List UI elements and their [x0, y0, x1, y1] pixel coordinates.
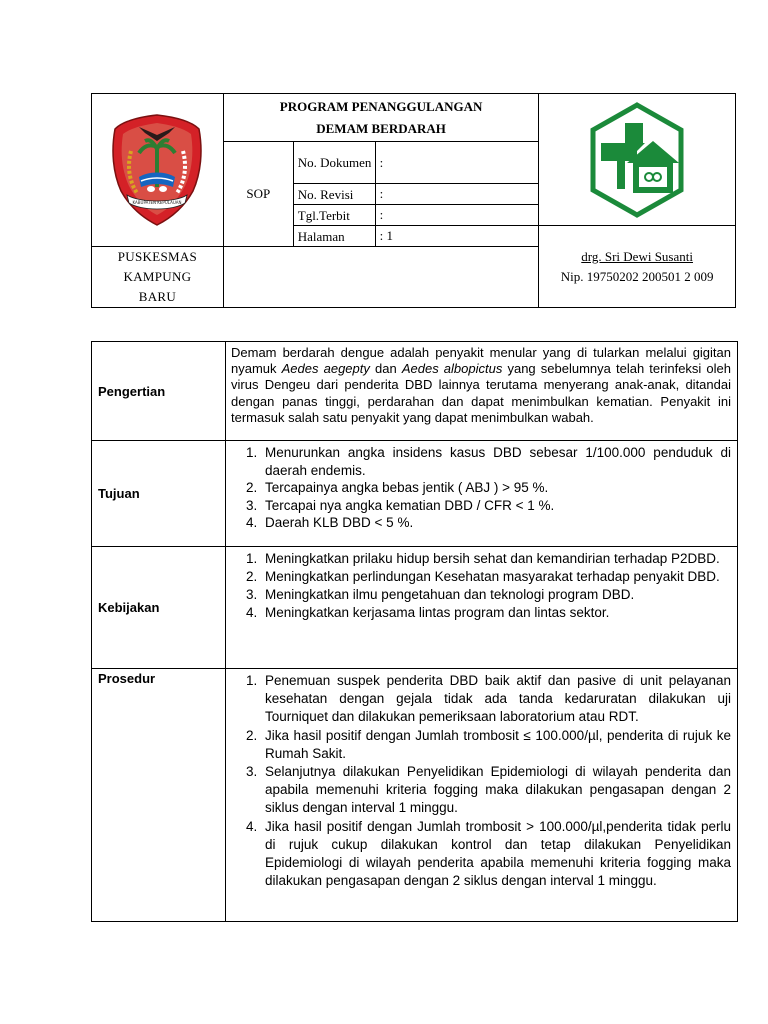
list-item: 2. Tercapainya angka bebas jentik ( ABJ ) > 95 %. — [261, 479, 731, 497]
puskesmas-logo-icon — [539, 101, 735, 219]
org-line-2: KAMPUNG — [123, 269, 192, 284]
species-aedes-aegepty: Aedes aegepty — [281, 361, 370, 377]
title-line-1: PROGRAM PENANGGULANGAN — [279, 98, 483, 114]
revision-label: No. Revisi — [293, 184, 375, 205]
issue-date-label: Tgl.Terbit — [293, 205, 375, 226]
org-line-3: BARU — [138, 289, 177, 304]
blank-cell — [223, 247, 538, 308]
list-item: 3. Selanjutnya dilakukan Penyelidikan Epidemiologi di wilayah penderita dan apabila memenuhi kriteria fogging maka dilakukan pengasapan dengan 2 siklus dengan interval 1 minggu. — [261, 763, 731, 818]
prosedur-label: Prosedur — [92, 669, 226, 922]
sop-label: SOP — [223, 142, 293, 247]
pengertian-text-a: Demam berdarah dengue adalah penyakit menular yang di tularkan melalui gigitan nyamuk — [231, 345, 731, 377]
puskesmas-logo-cell — [539, 94, 736, 226]
tujuan-list-cell — [226, 441, 738, 547]
page-label: Halaman — [293, 226, 375, 247]
issue-date-value: : — [375, 205, 539, 226]
revision-value: : — [375, 184, 539, 205]
crest-cell — [92, 94, 224, 247]
list-item: 1. Menurunkan angka insidens kasus DBD sebesar 1/100.000 penduduk di daerah endemis. — [261, 444, 731, 479]
prosedur-list-cell — [226, 669, 738, 922]
signer-nip: Nip. 19750202 200501 2 009 — [560, 268, 714, 284]
pengertian-text-b: dan — [369, 361, 402, 377]
org-line-1: PUSKESMAS — [117, 249, 198, 264]
pengertian-text-c: yang sebelumnya telah terinfeksi oleh virus Dengeu dari penderita DBD lainnya terutama menyerang anak-anak, ditandai dengan panas tinggi, perdarahan dan dapat menimbulkan kematian. Penyakit ini termasuk salah satu penyakit yang dapat menimbulkan wabah. — [231, 361, 732, 425]
list-item: 3. Meningkatkan ilmu pengetahuan dan teknologi program DBD. — [261, 586, 731, 604]
signature-block — [539, 226, 736, 308]
list-item: 2. Jika hasil positif dengan Jumlah trombosit ≤ 100.000/µl, penderita di rujuk ke Rumah Sakit. — [261, 727, 731, 763]
doc-number-label: No. Dokumen — [293, 142, 375, 184]
sop-content-table — [91, 341, 738, 922]
kebijakan-list-cell — [226, 547, 738, 669]
page-value: : 1 — [375, 226, 539, 247]
document-title — [223, 94, 538, 142]
sop-header-table — [91, 93, 736, 308]
organization-name — [92, 247, 224, 308]
kabupaten-crest-icon — [92, 111, 223, 229]
tujuan-label: Tujuan — [92, 441, 226, 547]
list-item: 3. Tercapai nya angka kematian DBD / CFR < 1 %. — [261, 497, 731, 515]
crest-ribbon-text: KABUPATEN KEPULAUAN — [132, 200, 182, 205]
doc-number-value: : — [375, 142, 539, 184]
title-line-2: DEMAM BERDARAH — [316, 120, 446, 136]
list-item: 2. Meningkatkan perlindungan Kesehatan masyarakat terhadap penyakit DBD. — [261, 568, 731, 586]
species-aedes-albopictus: Aedes albopictus — [401, 361, 503, 377]
list-item: 4. Daerah KLB DBD < 5 %. — [261, 514, 731, 532]
list-item: 1. Meningkatkan prilaku hidup bersih sehat dan kemandirian terhadap P2DBD. — [261, 550, 731, 568]
kebijakan-label: Kebijakan — [92, 547, 226, 669]
prosedur-list — [231, 672, 731, 890]
list-item: 4. Meningkatkan kerjasama lintas program dan lintas sektor. — [261, 604, 731, 622]
pengertian-text — [226, 342, 738, 441]
kebijakan-list — [231, 550, 731, 622]
list-item: 1. Penemuan suspek penderita DBD baik aktif dan pasive di unit pelayanan kesehatan dengan gejala tidak ada tanda kedaruratan dilakukan uji Tourniquet dan dilakukan pemeriksaan laboratorium atau RDT. — [261, 672, 731, 727]
pengertian-label: Pengertian — [92, 342, 226, 441]
list-item: 4. Jika hasil positif dengan Jumlah trombosit > 100.000/µl,penderita tidak perlu di rujuk cukup dilakukan kontrol dan tetap dilakukan Penyelidikan Epidemiologi di wilayah penderita apabila memenuhi kriteria fogging maka dilakukan pengasapan dengan 2 siklus dengan interval 1 minggu. — [261, 818, 731, 891]
signer-name: drg. Sri Dewi Susanti — [581, 248, 693, 264]
tujuan-list — [231, 444, 731, 532]
